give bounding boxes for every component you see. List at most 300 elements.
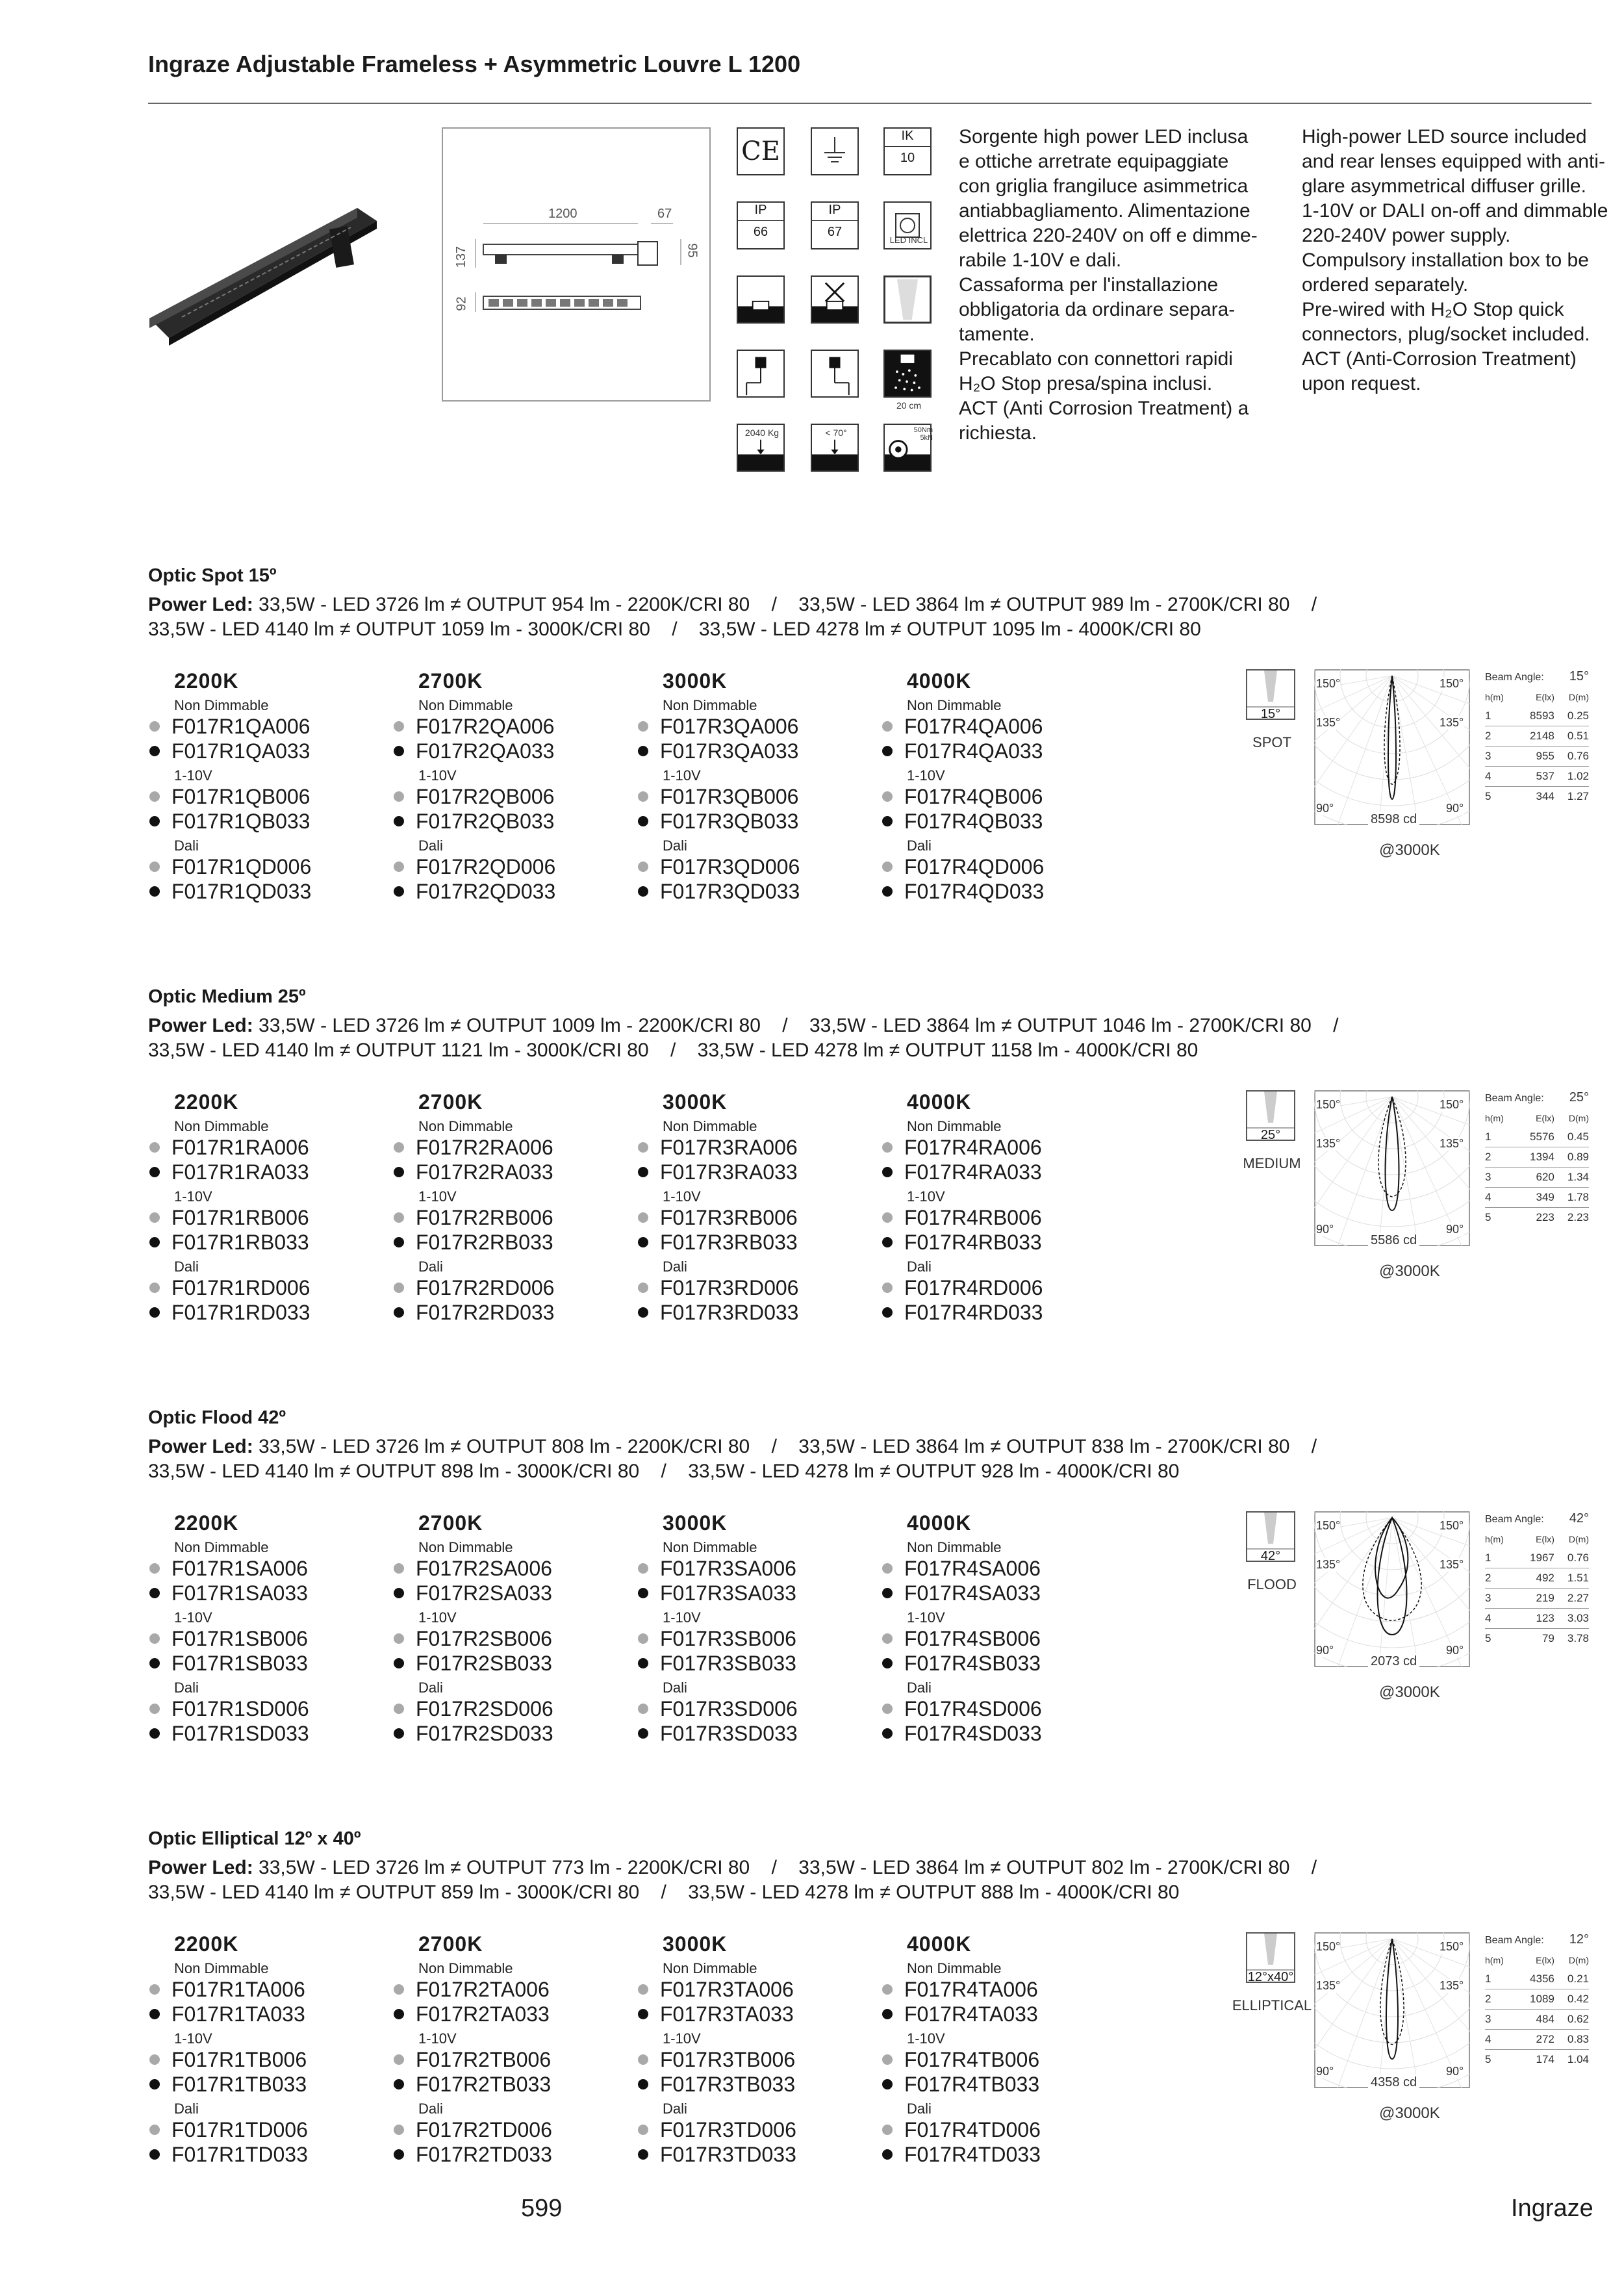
black-finish-dot-icon <box>638 1658 648 1668</box>
product-code: F017R4RB033 <box>904 1231 1042 1254</box>
no-cover-icon <box>811 275 859 324</box>
product-code: F017R2TB006 <box>416 2048 552 2071</box>
beam-table-row <box>1485 1589 1589 1609</box>
beam-table-cell: 3.78 <box>1567 1632 1589 1644</box>
cct-heading: 3000K <box>663 669 728 693</box>
dimming-group-label: Dali <box>174 1258 199 1275</box>
black-finish-dot-icon <box>394 1167 404 1177</box>
product-code: F017R2QA006 <box>416 715 555 738</box>
black-finish-dot-icon <box>149 816 160 826</box>
beam-table-row <box>1485 747 1589 767</box>
cct-column <box>148 669 382 904</box>
beam-table-header: D(m) <box>1568 1113 1589 1123</box>
dimming-group-label: Non Dimmable <box>663 1118 757 1134</box>
beam-table-cell: 1 <box>1485 706 1515 726</box>
cct-column <box>637 1090 870 1325</box>
beam-table-cell: 1 <box>1485 1969 1515 1989</box>
grey-finish-dot-icon <box>638 791 648 802</box>
product-code-row <box>392 739 626 763</box>
dimming-group-label: Non Dimmable <box>907 1539 1002 1555</box>
grey-finish-dot-icon <box>882 1563 893 1574</box>
beam-table-row <box>1485 2010 1589 2030</box>
black-finish-dot-icon <box>394 1237 404 1247</box>
product-code-row <box>881 2117 1115 2142</box>
black-finish-dot-icon <box>882 1307 893 1318</box>
dimming-group-label: 1-10V <box>907 1188 945 1205</box>
grey-finish-dot-icon <box>149 721 160 732</box>
black-finish-dot-icon <box>394 2149 404 2160</box>
grey-finish-dot-icon <box>149 1984 160 1995</box>
product-code: F017R4SD006 <box>904 1697 1042 1720</box>
beam-angle-label: Beam Angle: <box>1485 1093 1544 1104</box>
beam-table-header: h(m) <box>1485 1955 1504 1965</box>
black-finish-dot-icon <box>149 2009 160 2019</box>
cct-column <box>392 669 626 904</box>
cct-column <box>392 1932 626 2167</box>
beam-table-header: D(m) <box>1568 1955 1589 1965</box>
dim-depth: 95 <box>685 243 700 258</box>
product-code-row <box>637 1275 870 1300</box>
cct-heading: 2200K <box>174 1511 239 1535</box>
beam-angle-value: 25° <box>1569 1090 1589 1105</box>
beam-table-cell: 1 <box>1485 1548 1515 1568</box>
product-code: F017R4RB006 <box>904 1206 1042 1229</box>
product-code-row <box>148 1205 382 1230</box>
product-code-row <box>637 1977 870 2002</box>
power-specs <box>148 593 1317 642</box>
product-code: F017R2RB033 <box>416 1231 553 1254</box>
product-code: F017R3RA006 <box>660 1136 798 1159</box>
product-code-row <box>881 879 1115 904</box>
grey-finish-dot-icon <box>149 1563 160 1574</box>
polar-label-90-left: 90° <box>1316 2065 1334 2078</box>
product-code-row <box>637 2047 870 2072</box>
dimming-group-label: Non Dimmable <box>663 697 757 713</box>
product-code: F017R1SD033 <box>171 1722 309 1745</box>
cct-heading: 2700K <box>418 1511 483 1535</box>
cct-column <box>881 1932 1115 2167</box>
beam-table-cell: 0.21 <box>1554 1969 1589 1989</box>
product-code: F017R3TD033 <box>660 2143 796 2166</box>
product-code: F017R3SD033 <box>660 1722 798 1745</box>
power-line-2: 33,5W - LED 4140 lm ≠ OUTPUT 898 lm - 3000K/CRI 80 / 33,5W - LED 4278 lm ≠ OUTPUT 928 lm - 4000K/CRI 80 <box>148 1461 1180 1482</box>
grey-finish-dot-icon <box>638 1633 648 1644</box>
power-line-2: 33,5W - LED 4140 lm ≠ OUTPUT 859 lm - 3000K/CRI 80 / 33,5W - LED 4278 lm ≠ OUTPUT 888 lm - 4000K/CRI 80 <box>148 1882 1180 1903</box>
product-code-row <box>148 784 382 809</box>
product-code: F017R1RA033 <box>171 1160 309 1184</box>
beam-table-cell: 1.27 <box>1567 790 1589 802</box>
product-code: F017R1RA006 <box>171 1136 309 1159</box>
beam-table-cell: 0.89 <box>1554 1147 1589 1168</box>
product-code-row <box>392 1651 626 1676</box>
cct-heading: 4000K <box>907 1511 972 1535</box>
black-finish-dot-icon <box>638 1167 648 1177</box>
dimming-group-label: Dali <box>663 1258 687 1275</box>
product-code: F017R1QB033 <box>171 810 311 833</box>
cct-column <box>881 1090 1115 1325</box>
product-code-row <box>392 2072 626 2097</box>
product-code: F017R1QD006 <box>171 855 312 878</box>
product-code-row <box>637 1205 870 1230</box>
grey-finish-dot-icon <box>638 1984 648 1995</box>
product-code-row <box>637 739 870 763</box>
beam-table-header: D(m) <box>1568 692 1589 702</box>
power-line-1: 33,5W - LED 3726 lm ≠ OUTPUT 808 lm - 2200K/CRI 80 / 33,5W - LED 3864 lm ≠ OUTPUT 838 lm - 2700K/CRI 80 / <box>259 1436 1317 1457</box>
beam-table-cell: 5 <box>1485 2053 1491 2065</box>
beam-table-row <box>1485 1568 1589 1589</box>
product-code-row <box>881 1556 1115 1581</box>
beam-table-cell: 2.23 <box>1567 1211 1589 1223</box>
power-label: Power Led: <box>148 1015 253 1036</box>
product-code: F017R4SA033 <box>904 1581 1041 1605</box>
product-code: F017R3RD033 <box>660 1301 799 1324</box>
product-code: F017R4TB006 <box>904 2048 1040 2071</box>
product-code-row <box>637 2072 870 2097</box>
description-english: High-power LED source included and rear lenses equipped with anti- glare asymmetrical diffuser grille. 1-10V or DALI on-off and dimmable 220-240V power supply. Compulsory installation box to be ordered separately. Pre-wired with H₂O Stop quick connectors, plug/socket included. ACT (Anti-Corrosion Treatment) upon request. <box>1302 126 1608 394</box>
power-label: Power Led: <box>148 1857 253 1878</box>
beam-angle-table <box>1485 1090 1589 1227</box>
beam-table-cell: 1 <box>1485 1127 1515 1147</box>
beam-angle-table <box>1485 1932 1589 2069</box>
beam-table-row <box>1485 726 1589 747</box>
power-label: Power Led: <box>148 594 253 615</box>
cct-heading: 3000K <box>663 1511 728 1535</box>
beam-table-cell: 3 <box>1485 1589 1515 1609</box>
grey-finish-dot-icon <box>149 2125 160 2135</box>
grey-finish-dot-icon <box>394 1563 404 1574</box>
technical-drawing <box>442 127 711 402</box>
product-code-row <box>881 1230 1115 1255</box>
grey-finish-dot-icon <box>394 1984 404 1995</box>
grey-finish-dot-icon <box>149 1633 160 1644</box>
product-code-row <box>637 1230 870 1255</box>
section-title: Optic Elliptical 12º x 40º <box>148 1828 361 1849</box>
product-code: F017R2QA033 <box>416 739 555 763</box>
product-code-row <box>392 1556 626 1581</box>
product-code: F017R1SB006 <box>171 1627 308 1650</box>
beam-table-cell: 5576 <box>1515 1127 1554 1147</box>
cct-heading: 2700K <box>418 669 483 693</box>
beam-table-cell: 3 <box>1485 2010 1515 2030</box>
product-code-row <box>881 1696 1115 1721</box>
product-code-row <box>637 1721 870 1746</box>
optic-angle-label: 25° <box>1260 1128 1281 1142</box>
beam-table-row <box>1485 1548 1589 1568</box>
distance-20cm-label: 20 cm <box>896 400 922 411</box>
product-code-row <box>881 1626 1115 1651</box>
grey-finish-dot-icon <box>394 791 404 802</box>
beam-table-cell: 1.51 <box>1554 1568 1589 1589</box>
product-code-row <box>637 784 870 809</box>
polar-label-90-left: 90° <box>1316 1644 1334 1657</box>
product-code-row <box>392 1977 626 2002</box>
beam-table-cell: 79 <box>1542 1632 1554 1644</box>
dimming-group-label: 1-10V <box>174 2030 212 2047</box>
power-specs <box>148 1435 1317 1484</box>
beam-table-cell: 4 <box>1485 767 1515 787</box>
polar-label-150-left: 150° <box>1316 1940 1341 1953</box>
dimming-group-label: 1-10V <box>907 767 945 784</box>
polar-label-150-left: 150° <box>1316 1098 1341 1111</box>
beam-table-cell: 2 <box>1485 1568 1515 1589</box>
cct-column <box>392 1090 626 1325</box>
product-code: F017R2RA033 <box>416 1160 553 1184</box>
colour-temp-reference: @3000K <box>1379 1262 1440 1280</box>
product-code-row <box>392 1135 626 1160</box>
recessed-ground-icon <box>737 275 785 324</box>
product-code-row <box>637 1651 870 1676</box>
grey-finish-dot-icon <box>638 1704 648 1714</box>
product-code-row <box>148 2117 382 2142</box>
beam-table-cell: 223 <box>1536 1211 1554 1223</box>
beam-table-row <box>1485 2050 1589 2070</box>
product-code: F017R2TD006 <box>416 2118 552 2141</box>
beam-angle-label: Beam Angle: <box>1485 1935 1544 1946</box>
beam-angle-value: 12° <box>1569 1932 1589 1947</box>
product-code: F017R2SB006 <box>416 1627 552 1650</box>
beam-table-cell: 5 <box>1485 1632 1491 1644</box>
product-code-row <box>881 2142 1115 2167</box>
product-code-row <box>148 1581 382 1605</box>
product-code: F017R4TD033 <box>904 2143 1041 2166</box>
grey-finish-dot-icon <box>149 1142 160 1153</box>
product-code-row <box>637 1696 870 1721</box>
product-code-row <box>392 809 626 834</box>
ground-icon <box>811 127 859 175</box>
polar-label-90-right: 90° <box>1446 1644 1464 1657</box>
product-code-row <box>148 2072 382 2097</box>
product-code: F017R1TA033 <box>171 2002 305 2026</box>
beam-angle-label: Beam Angle: <box>1485 672 1544 683</box>
product-code-row <box>392 2117 626 2142</box>
peak-candela-label: 5586 cd <box>1368 1233 1419 1248</box>
section-title: Optic Spot 15º <box>148 565 277 586</box>
dimming-group-label: Dali <box>174 2101 199 2117</box>
beam-table-row <box>1485 1989 1589 2010</box>
section-title: Optic Flood 42º <box>148 1407 286 1428</box>
product-code: F017R1RD033 <box>171 1301 311 1324</box>
grey-finish-dot-icon <box>638 1563 648 1574</box>
grey-finish-dot-icon <box>394 1283 404 1293</box>
dimming-group-label: Dali <box>907 2101 932 2117</box>
product-code-row <box>881 1581 1115 1605</box>
beam-table-row <box>1485 1629 1589 1649</box>
dimming-group-label: Non Dimmable <box>418 1539 513 1555</box>
dimming-group-label: 1-10V <box>663 767 701 784</box>
dimming-group-label: 1-10V <box>907 1609 945 1626</box>
product-code-row <box>881 2072 1115 2097</box>
beam-table-cell: 1.04 <box>1567 2053 1589 2065</box>
cct-heading: 4000K <box>907 669 972 693</box>
product-code: F017R1RB033 <box>171 1231 309 1254</box>
polar-label-150-right: 150° <box>1440 1940 1464 1953</box>
beam-table-cell: 174 <box>1536 2053 1554 2065</box>
black-finish-dot-icon <box>149 1728 160 1739</box>
product-code: F017R3TA033 <box>660 2002 794 2026</box>
dimming-group-label: Non Dimmable <box>907 1118 1002 1134</box>
product-code: F017R4TD006 <box>904 2118 1041 2141</box>
product-code: F017R1TB006 <box>171 2048 307 2071</box>
product-code-row <box>881 739 1115 763</box>
product-code: F017R3TB006 <box>660 2048 796 2071</box>
product-code: F017R2SA033 <box>416 1581 552 1605</box>
dimming-group-label: Non Dimmable <box>174 1118 269 1134</box>
angle-label: < 70° <box>825 428 847 438</box>
beam-table-cell: 955 <box>1515 747 1554 767</box>
product-code: F017R4QB033 <box>904 810 1043 833</box>
dimming-group-label: Non Dimmable <box>174 697 269 713</box>
optic-section <box>148 1828 1592 2244</box>
optic-angle-label: 12°x40° <box>1247 1970 1294 1984</box>
dimming-group-label: Non Dimmable <box>907 697 1002 713</box>
beam-table-cell: 0.45 <box>1554 1127 1589 1147</box>
beam-table-cell: 484 <box>1515 2010 1554 2030</box>
product-code-row <box>392 1230 626 1255</box>
optic-section <box>148 1407 1592 1823</box>
dimming-group-label: Dali <box>663 837 687 854</box>
dimming-group-label: Non Dimmable <box>663 1539 757 1555</box>
black-finish-dot-icon <box>638 2009 648 2019</box>
black-finish-dot-icon <box>149 1167 160 1177</box>
black-finish-dot-icon <box>394 2079 404 2089</box>
page-number: 599 <box>521 2195 563 2222</box>
product-code-row <box>881 1160 1115 1184</box>
product-code-row <box>881 1275 1115 1300</box>
product-code: F017R3QB033 <box>660 810 799 833</box>
optic-name-label: SPOT <box>1252 734 1291 750</box>
grey-finish-dot-icon <box>149 1283 160 1293</box>
grey-finish-dot-icon <box>882 2125 893 2135</box>
product-code: F017R4TA033 <box>904 2002 1038 2026</box>
beam-table-cell: 123 <box>1515 1609 1554 1629</box>
polar-label-150-right: 150° <box>1440 1519 1464 1532</box>
beam-table-row <box>1485 1168 1589 1188</box>
product-code-row <box>148 1135 382 1160</box>
product-code-row <box>881 1977 1115 2002</box>
product-code: F017R2RA006 <box>416 1136 553 1159</box>
black-finish-dot-icon <box>638 1728 648 1739</box>
dim-width: 67 <box>657 207 672 221</box>
product-code-row <box>148 2142 382 2167</box>
grey-finish-dot-icon <box>149 2054 160 2065</box>
power-line-2: 33,5W - LED 4140 lm ≠ OUTPUT 1121 lm - 3000K/CRI 80 / 33,5W - LED 4278 lm ≠ OUTPUT 1158 lm - 4000K/CRI 80 <box>148 1040 1199 1061</box>
product-code-row <box>148 1977 382 2002</box>
product-code: F017R1TA006 <box>171 1978 305 2001</box>
dimming-group-label: Dali <box>907 1680 932 1696</box>
beam-table-row <box>1485 767 1589 787</box>
product-code-row <box>637 714 870 739</box>
cct-heading: 2200K <box>174 669 239 693</box>
product-code-row <box>881 784 1115 809</box>
polar-label-135-left: 135° <box>1316 1137 1341 1150</box>
product-code: F017R3QB006 <box>660 785 799 808</box>
power-line-1: 33,5W - LED 3726 lm ≠ OUTPUT 1009 lm - 2200K/CRI 80 / 33,5W - LED 3864 lm ≠ OUTPUT 1046 lm - 2700K/CRI 80 / <box>259 1015 1339 1036</box>
product-code: F017R2SD006 <box>416 1697 553 1720</box>
grey-finish-dot-icon <box>882 1633 893 1644</box>
dimming-group-label: 1-10V <box>418 767 457 784</box>
product-code-row <box>637 1160 870 1184</box>
optic-section <box>148 986 1592 1402</box>
product-code: F017R2TA033 <box>416 2002 550 2026</box>
product-code: F017R1QA033 <box>171 739 311 763</box>
polar-label-135-left: 135° <box>1316 1979 1341 1992</box>
product-code: F017R2QD033 <box>416 880 556 903</box>
polar-label-150-right: 150° <box>1440 677 1464 690</box>
dimming-group-label: 1-10V <box>907 2030 945 2047</box>
beam-table-row <box>1485 1127 1589 1147</box>
product-code: F017R4QA006 <box>904 715 1043 738</box>
product-code-row <box>148 809 382 834</box>
optic-angle-label: 42° <box>1260 1549 1281 1563</box>
power-line-2: 33,5W - LED 4140 lm ≠ OUTPUT 1059 lm - 3000K/CRI 80 / 33,5W - LED 4278 lm ≠ OUTPUT 1095 lm - 4000K/CRI 80 <box>148 619 1201 640</box>
product-code: F017R2QB033 <box>416 810 555 833</box>
beam-angle-label: Beam Angle: <box>1485 1514 1544 1525</box>
product-code-row <box>148 1300 382 1325</box>
beam-table-row <box>1485 787 1589 807</box>
grey-finish-dot-icon <box>638 1283 648 1293</box>
product-code-row <box>881 809 1115 834</box>
product-code-row <box>148 854 382 879</box>
product-code-row <box>392 714 626 739</box>
product-code-row <box>392 2047 626 2072</box>
ip67-icon: IP 67 <box>811 201 859 249</box>
product-code-row <box>148 2047 382 2072</box>
beam-table-cell: 2148 <box>1515 726 1554 747</box>
product-code-row <box>637 1556 870 1581</box>
dimming-group-label: 1-10V <box>174 1609 212 1626</box>
power-line-1: 33,5W - LED 3726 lm ≠ OUTPUT 954 lm - 2200K/CRI 80 / 33,5W - LED 3864 lm ≠ OUTPUT 989 lm - 2700K/CRI 80 / <box>259 594 1317 615</box>
beam-table-cell: 2.27 <box>1554 1589 1589 1609</box>
beam-table-row <box>1485 1969 1589 1989</box>
black-finish-dot-icon <box>638 1307 648 1318</box>
quick-connector-icon <box>811 350 859 398</box>
product-code-row <box>148 1651 382 1676</box>
cct-column <box>881 669 1115 904</box>
beam-table-header: h(m) <box>1485 692 1504 702</box>
led-incl-label: LED INCL <box>889 235 928 245</box>
product-code: F017R2QB006 <box>416 785 555 808</box>
load-label: 2040 Kg <box>744 428 780 438</box>
product-code: F017R4SD033 <box>904 1722 1042 1745</box>
beam-table-cell: 492 <box>1515 1568 1554 1589</box>
product-code-row <box>881 714 1115 739</box>
beam-table-cell: 2 <box>1485 726 1515 747</box>
beam-table-cell: 4 <box>1485 1609 1515 1629</box>
section-title: Optic Medium 25º <box>148 986 306 1007</box>
product-code-row <box>881 854 1115 879</box>
product-code: F017R3RB033 <box>660 1231 798 1254</box>
dimming-group-label: Non Dimmable <box>663 1960 757 1976</box>
optic-angle-label: 15° <box>1260 707 1281 721</box>
cct-heading: 4000K <box>907 1090 972 1114</box>
black-finish-dot-icon <box>394 886 404 897</box>
product-code: F017R4TB033 <box>904 2073 1040 2096</box>
cct-heading: 3000K <box>663 1932 728 1956</box>
dim-height-b: 92 <box>454 296 469 311</box>
product-code-row <box>881 1721 1115 1746</box>
product-code: F017R2RD006 <box>416 1276 555 1299</box>
black-finish-dot-icon <box>882 1658 893 1668</box>
beam-table-cell: 1089 <box>1515 1989 1554 2010</box>
black-finish-dot-icon <box>882 1237 893 1247</box>
product-code-row <box>148 1696 382 1721</box>
power-label: Power Led: <box>148 1436 253 1457</box>
product-code-row <box>392 1275 626 1300</box>
beam-table-header: h(m) <box>1485 1534 1504 1544</box>
beam-table-cell: 272 <box>1515 2030 1554 2050</box>
product-code: F017R2SD033 <box>416 1722 553 1745</box>
dimming-group-label: 1-10V <box>418 1188 457 1205</box>
